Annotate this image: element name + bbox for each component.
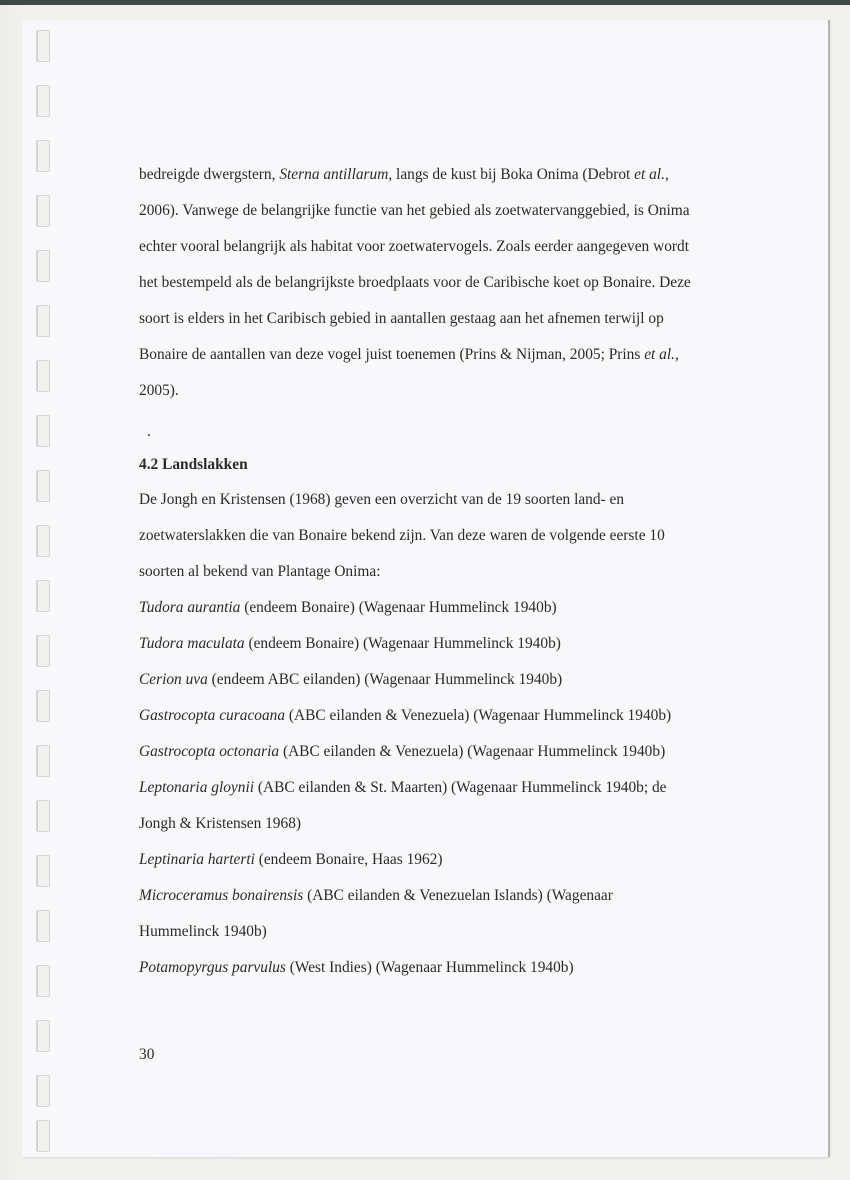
binding-hole bbox=[36, 30, 50, 62]
binding-hole bbox=[36, 745, 50, 777]
paragraph-line: soorten al bekend van Plantage Onima: bbox=[139, 563, 381, 580]
species-list-item-continuation: Hummelinck 1940b) bbox=[139, 923, 267, 940]
species-name: Gastrocopta octonaria bbox=[139, 743, 280, 760]
binding-hole bbox=[36, 415, 50, 447]
binding-hole bbox=[36, 580, 50, 612]
species-list-item: Gastrocopta octonaria (ABC eilanden & Venezuela) (Wagenaar Hummelinck 1940b) bbox=[139, 743, 666, 760]
paragraph-line: 2005). bbox=[139, 382, 179, 399]
binding-hole bbox=[36, 525, 50, 557]
binding-hole bbox=[36, 360, 50, 392]
paragraph-line: het bestempeld als de belangrijkste broedplaats voor de Caribische koet op Bonaire. Deze bbox=[139, 274, 691, 291]
binding-hole bbox=[36, 85, 50, 117]
document-page bbox=[22, 20, 828, 1157]
binding-hole bbox=[36, 1120, 50, 1152]
binding-hole bbox=[36, 910, 50, 942]
binding-hole bbox=[36, 470, 50, 502]
paragraph-line: bedreigde dwergstern, Sterna antillarum, langs de kust bij Boka Onima (Debrot et al., bbox=[139, 166, 669, 183]
species-name: Potamopyrgus parvulus bbox=[139, 959, 286, 976]
binding-hole bbox=[36, 195, 50, 227]
section-heading: 4.2 Landslakken bbox=[139, 456, 248, 473]
paragraph-line: 2006). Vanwege de belangrijke functie van het gebied als zoetwatervanggebied, is Onima bbox=[139, 202, 690, 219]
species-list-item: Microceramus bonairensis (ABC eilanden & Venezuelan Islands) (Wagenaar bbox=[139, 887, 613, 904]
species-name: Tudora aurantia bbox=[139, 599, 241, 616]
species-name: Gastrocopta curacoana bbox=[139, 707, 286, 724]
species-name: Cerion uva bbox=[139, 671, 208, 688]
binding-hole bbox=[36, 140, 50, 172]
paragraph-line: soort is elders in het Caribisch gebied in aantallen gestaag aan het afnemen terwijl op bbox=[139, 310, 664, 327]
species-list-item: Tudora maculata (endeem Bonaire) (Wagenaar Hummelinck 1940b) bbox=[139, 635, 561, 652]
species-list-item: Leptonaria gloynii (ABC eilanden & St. Maarten) (Wagenaar Hummelinck 1940b; de bbox=[139, 779, 667, 796]
binding-hole bbox=[36, 1020, 50, 1052]
species-list-item: Tudora aurantia (endeem Bonaire) (Wagenaar Hummelinck 1940b) bbox=[139, 599, 557, 616]
page-number: 30 bbox=[139, 1046, 155, 1063]
paragraph-line: echter vooral belangrijk als habitat voor zoetwatervogels. Zoals eerder aangegeven wordt bbox=[139, 238, 689, 255]
species-list-item: Potamopyrgus parvulus (West Indies) (Wagenaar Hummelinck 1940b) bbox=[139, 959, 574, 976]
species-list-item: Cerion uva (endeem ABC eilanden) (Wagenaar Hummelinck 1940b) bbox=[139, 671, 563, 688]
page-right-edge-shadow bbox=[828, 20, 830, 1157]
binding-hole bbox=[36, 635, 50, 667]
binding-hole bbox=[36, 965, 50, 997]
species-list-item: Gastrocopta curacoana (ABC eilanden & Venezuela) (Wagenaar Hummelinck 1940b) bbox=[139, 707, 672, 724]
binding-hole bbox=[36, 250, 50, 282]
stray-dot: . bbox=[147, 423, 151, 440]
species-name: Tudora maculata bbox=[139, 635, 245, 652]
species-name: Leptinaria harterti bbox=[139, 851, 255, 868]
species-name: Leptonaria gloynii bbox=[139, 779, 255, 796]
species-list-item-continuation: Jongh & Kristensen 1968) bbox=[139, 815, 302, 832]
species-name: Sterna antillarum bbox=[279, 166, 389, 183]
paragraph-line: zoetwaterslakken die van Bonaire bekend zijn. Van deze waren de volgende eerste 10 bbox=[139, 527, 665, 544]
binding-hole bbox=[36, 1075, 50, 1107]
binding-hole bbox=[36, 305, 50, 337]
species-name: Microceramus bonairensis bbox=[139, 887, 304, 904]
binding-hole bbox=[36, 855, 50, 887]
species-list-item: Leptinaria harterti (endeem Bonaire, Haas 1962) bbox=[139, 851, 443, 868]
binding-hole bbox=[36, 800, 50, 832]
paragraph-line: De Jongh en Kristensen (1968) geven een overzicht van de 19 soorten land- en bbox=[139, 491, 625, 508]
paragraph-line: Bonaire de aantallen van deze vogel juist toenemen (Prins & Nijman, 2005; Prins et al., bbox=[139, 346, 679, 363]
binding-hole bbox=[36, 690, 50, 722]
